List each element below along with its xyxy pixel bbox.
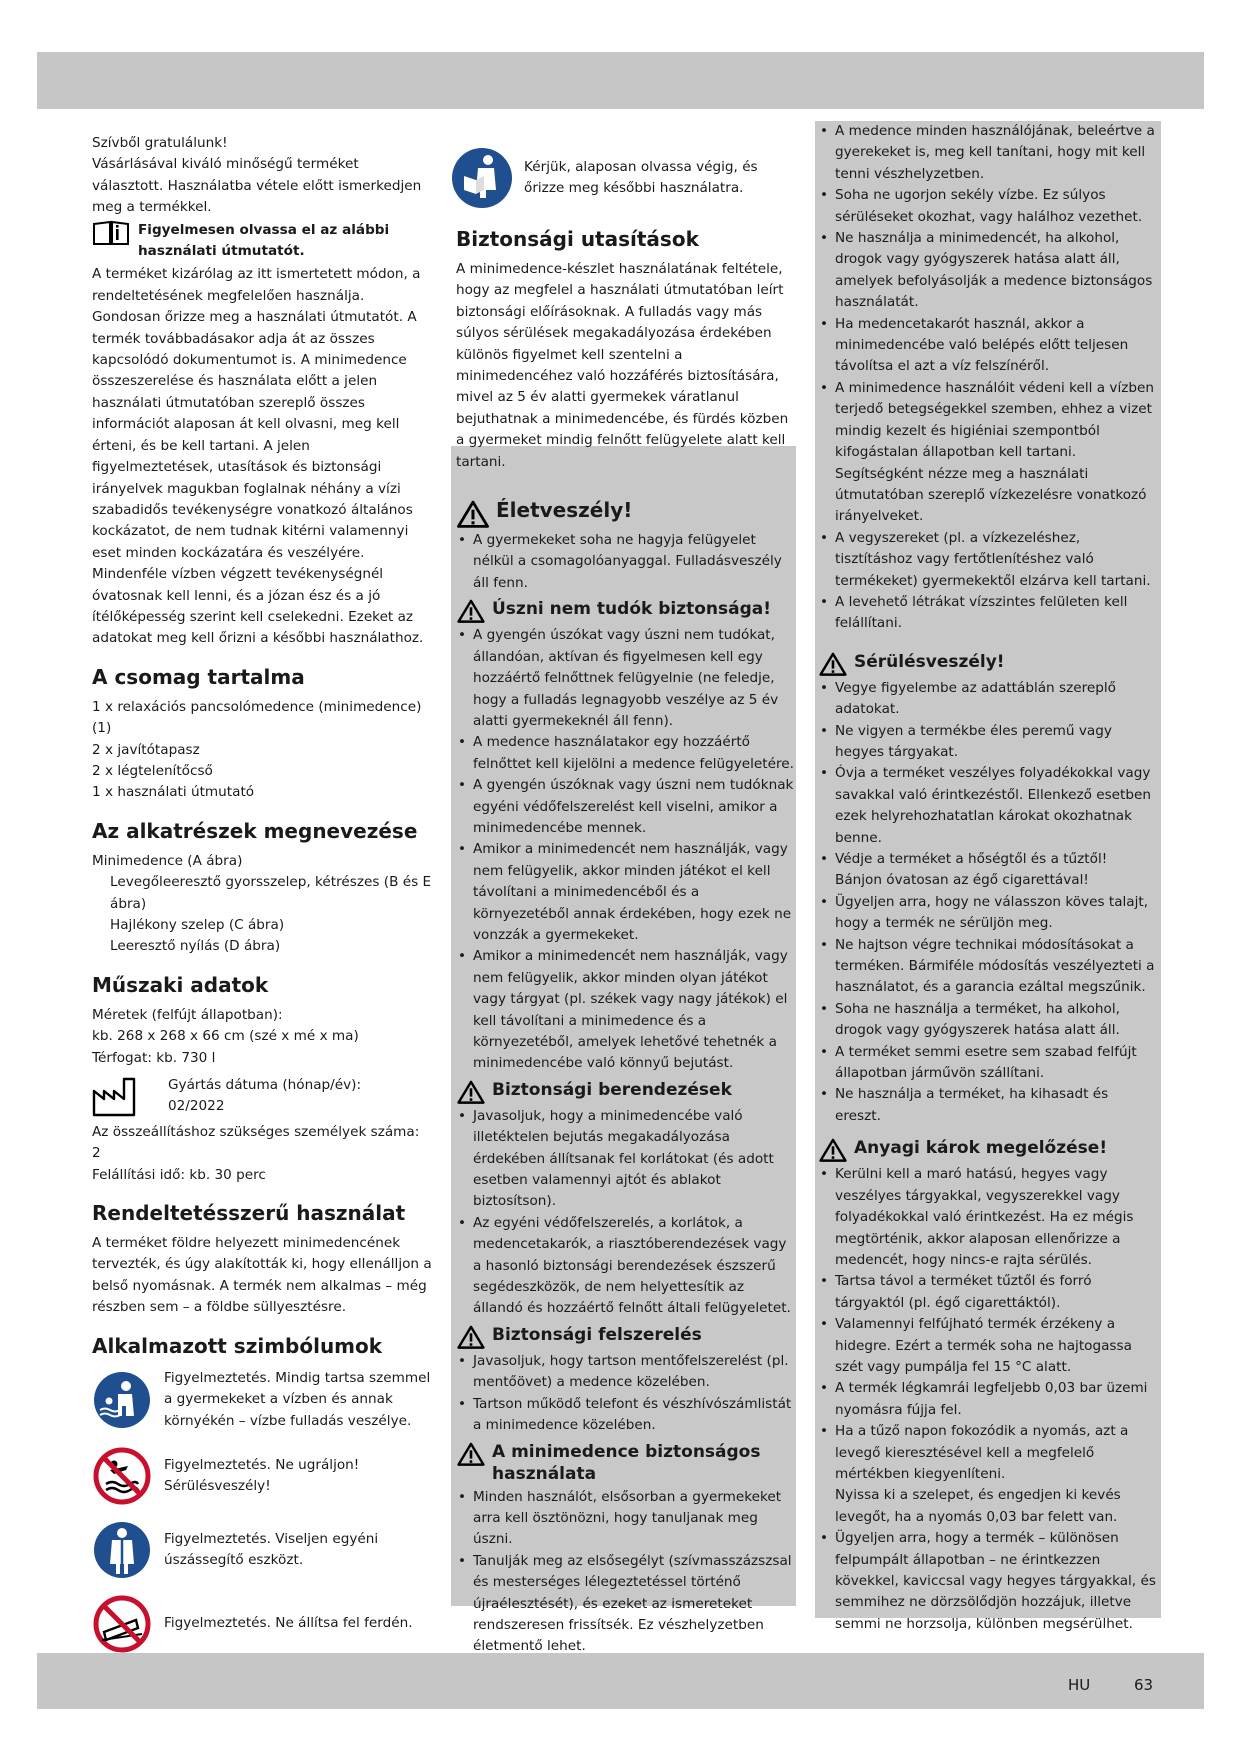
- warning-icon: [456, 599, 486, 623]
- list-item: • Tanulják meg az elsősegélyt (szívmasszázszsal és mesterséges lélegeztetéssel történő újraélesztését), és ezeket az ismereteket rendszeresen frissítsék. Ez vészhelyzetben életmentő lehet.: [456, 1551, 794, 1658]
- list-item: • Soha ne ugorjon sekély vízbe. Ez súlyos sérüléseket okozhat, vagy halálhoz vezethet.: [818, 185, 1158, 228]
- safety-equipment-list: [456, 1351, 794, 1437]
- list-item: • Ha medencetakarót használ, akkor a minimedencébe való belépés előtt teljesen távolítsa el azt a víz felszínéről.: [818, 314, 1158, 378]
- safety-equipment-label: Biztonsági felszerelés: [492, 1324, 702, 1345]
- property-damage-title: [818, 1137, 1158, 1162]
- list-item: • A gyermekeket soha ne hagyja felügyelet nélkül a csomagolóanyaggal. Fulladásveszély áll fenn.: [456, 530, 794, 594]
- production-date-row: [92, 1075, 432, 1118]
- list-item: • A minimedence használóit védeni kell a vízben terjedő betegségekkel szemben, ehhez a vizet mindig kezelt és higiéniai szempontból kifogástalan állapotban kell tartani. Segítségként nézze meg a használati útmutatóban szereplő vízkezelésre vonatkozó irányelveket.: [818, 378, 1158, 528]
- safe-use-title: [456, 1441, 794, 1485]
- read-hint-text: Kérjük, alaposan olvassa végig, és őrizze meg későbbi használatra.: [524, 158, 758, 196]
- list-item: • Az egyéni védőfelszerelés, a korlátok, a medencetakarók, a riasztóberendezések vagy a hasonló biztonsági berendezések észszerű segédeszközök, de nem helyettesítik az állandó és hozzáértő felnőtt általi felügyeletet.: [456, 1213, 794, 1320]
- production-label: Gyártás dátuma (hónap/év):: [168, 1077, 362, 1094]
- tech-line: kb. 268 x 268 x 66 cm (szé x mé x ma): [92, 1028, 359, 1045]
- list-item: • A vegyszereket (pl. a vízkezeléshez, tisztításhoz vagy fertőtlenítéshez való termékeket) gyermekektől elzárva kell tartani.: [818, 528, 1158, 592]
- list-item: • A levehető létrákat vízszintes felületen kell felállítani.: [818, 592, 1158, 635]
- list-item: • Ügyeljen arra, hogy a termék – különösen felpumpált állapotban – ne érintkezzen kövekkel, kaviccsal vagy hegyes tárgyakkal, és semmihez ne dörzsölődjön hozzájuk, illetve semmi ne horzsolja, különben megsérülhet.: [818, 1528, 1158, 1635]
- general-safety-list: [818, 121, 1158, 635]
- warning-icon: [456, 500, 490, 528]
- tech-line: Méretek (felfújt állapotban):: [92, 1006, 283, 1023]
- package-item: 1 x relaxációs pancsolómedence (minimedence) (1): [92, 698, 422, 737]
- list-item: • A gyengén úszóknak vagy úszni nem tudóknak egyéni védőfelszerelést kell viselni, amikor a minimedencébe mennek.: [456, 775, 794, 839]
- parts-sub: Levegőleeresztő gyorsszelep, kétrészes (B és E ábra): [110, 874, 432, 912]
- symbol-text: Figyelmeztetés. Mindig tartsa szemmel a gyermekeket a vízben és annak környékén – vízbe fulladás veszélye.: [164, 1369, 431, 1429]
- parts-main: Minimedence (A ábra): [92, 852, 243, 869]
- footer-page-number: 63: [1134, 1676, 1154, 1694]
- list-item: • Javasoljuk, hogy tartson mentőfelszerelést (pl. mentőövet) a medence közelében.: [456, 1351, 794, 1394]
- property-damage-list: [818, 1164, 1158, 1635]
- list-item: [818, 1421, 1158, 1528]
- factory-icon: [92, 1075, 144, 1117]
- read-note-text: Figyelmesen olvassa el az alábbi használati útmutatót.: [138, 221, 390, 260]
- symbol-text: Figyelmeztetés. Ne ugráljon! Sérülésveszély!: [164, 1456, 360, 1494]
- list-item: • A medence használatakor egy hozzáértő felnőttet kell kijelölni a medence felügyeletére.: [456, 732, 794, 775]
- list-item: • Ne használja a terméket, ha kihasadt és ereszt.: [818, 1084, 1158, 1127]
- list-item: • Kerülni kell a maró hatású, hegyes vagy veszélyes tárgyakkal, vegyszerekkel vagy folyadékokkal való érintkezést. Ha ez mégis megtörténik, akkor alaposan ellenőrizze a medencét, hogy nincs-e rajta sérülés.: [818, 1164, 1158, 1271]
- package-title: A csomag tartalma: [92, 664, 305, 689]
- package-item: 2 x javítótapasz: [92, 741, 200, 758]
- list-item: • Minden használót, elsősorban a gyermekeket arra kell ösztönözni, hogy tanuljanak meg úszni.: [456, 1487, 794, 1551]
- read-hint-row: [450, 146, 794, 210]
- supervise-children-icon: [92, 1370, 152, 1430]
- no-jumping-icon: [92, 1446, 152, 1506]
- intro-text: Vásárlásával kiváló minőségű terméket választott. Használatba vétele előtt ismerkedjen meg a termékkel.: [92, 156, 422, 216]
- list-item: • Vegye figyelembe az adattáblán szereplő adatokat.: [818, 678, 1158, 721]
- safety-devices-title: [456, 1079, 794, 1104]
- tech-title: Műszaki adatok: [92, 972, 269, 997]
- non-swimmers-label: Úszni nem tudók biztonsága!: [492, 599, 772, 620]
- production-date: 02/2022: [168, 1098, 225, 1115]
- life-danger-title: [456, 499, 794, 528]
- sun-pressure-text: Ha a tűző napon fokozódik a nyomás, azt a levegő kieresztésével kell a megfelelő mértékben kiegyenlíteni.: [835, 1423, 1129, 1482]
- column-3: [818, 121, 1158, 1635]
- column-2: [456, 146, 794, 1658]
- warning-icon: [818, 652, 848, 676]
- parts-sub: Hajlékony szelep (C ábra): [110, 917, 285, 933]
- column-1: [92, 133, 432, 1668]
- list-item: • A gyengén úszókat vagy úszni nem tudókat, állandóan, aktívan és figyelmesen kell egy hozzáértő felnőttnek felügyelnie (ne feledje, hogy a fulladás legnagyobb veszélye az 5 év alatti gyermekeknél áll fenn).: [456, 625, 794, 732]
- list-item: • Ügyeljen arra, hogy ne válasszon köves talajt, hogy a termék ne sérüljön meg.: [818, 892, 1158, 935]
- injury-risk-title: [818, 651, 1158, 676]
- symbols-title: Alkalmazott szimbólumok: [92, 1333, 383, 1358]
- tech-line: Az összeállításhoz szükséges személyek száma: 2: [92, 1123, 420, 1162]
- intended-use-text: A terméket földre helyezett minimedencének tervezték, és úgy alakították ki, hogy ellenálljon a belső nyomásnak. A termék nem alkalmas – még részben sem – a földbe süllyesztésre.: [92, 1235, 432, 1316]
- intended-use-title: Rendeltetésszerű használat: [92, 1201, 406, 1226]
- symbol-text: Figyelmeztetés. Viseljen egyéni úszássegítő eszközt.: [164, 1530, 379, 1568]
- symbol-row: [92, 1520, 432, 1580]
- life-vest-icon: [92, 1520, 152, 1580]
- tech-line: Térfogat: kb. 730 l: [92, 1049, 216, 1066]
- read-manual-icon: [92, 220, 130, 246]
- symbol-text: Figyelmeztetés. Ne állítsa fel ferdén.: [164, 1615, 413, 1632]
- no-slope-icon: [92, 1594, 152, 1654]
- safe-use-list: [456, 1487, 794, 1658]
- non-swimmers-title: [456, 598, 794, 623]
- life-danger-list: [456, 530, 794, 594]
- life-danger-label: Életveszély!: [496, 498, 633, 523]
- safety-text: A minimedence-készlet használatának feltétele, hogy az megfelel a használati útmutatóban leírt biztonsági előírásoknak. A fulladás vagy más súlyos sérülések megakadályozása érdekében különös figyelmet kell szentelni a minimedencéhez való hozzáférés biztosítására, mivel az 5 év alatti gyermekek váratlanul bejuthatnak a minimedencébe, és fürdés közben a gyermeket mindig felnőtt felügyelete alatt kell tartani.: [456, 261, 789, 470]
- symbol-row: [92, 1446, 432, 1506]
- read-instructions-icon: [450, 146, 514, 210]
- safety-devices-list: [456, 1106, 794, 1320]
- injury-risk-list: [818, 678, 1158, 1128]
- warning-icon: [818, 1138, 848, 1162]
- list-item: • Amikor a minimedencét nem használják, vagy nem felügyelik, akkor minden olyan játékot vagy tárgyat (pl. székek vagy nagy játékok) el kell távolítani a minimedence és a környezetéből, amelyek lehetővé tehetnék a minimedencébe való könnyű bejutást.: [456, 946, 794, 1074]
- list-item: • Amikor a minimedencét nem használják, vagy nem felügyelik, akkor minden játékot el kell távolítani a minimedencéből és a környezetéből annak érdekében, hogy ezek ne vonzzák a gyermekeket.: [456, 839, 794, 946]
- list-item: • A medence minden használójának, beleértve a gyerekeket is, meg kell tanítani, hogy mit kell tenni vészhelyzetben.: [818, 121, 1158, 185]
- safety-title: Biztonsági utasítások: [456, 227, 699, 251]
- safe-use-label: A minimedence biztonságos használata: [492, 1441, 761, 1484]
- list-item: • Tartsa távol a terméket tűztől és forró tárgyaktól (pl. égő cigarettáktól).: [818, 1271, 1158, 1314]
- warning-icon: [456, 1080, 486, 1104]
- read-note: [92, 220, 432, 263]
- list-item: • Ne hajtson végre technikai módosításokat a terméken. Bármiféle módosítás veszélyezteti a használatot, és a garancia ezáltal megszűnik.: [818, 935, 1158, 999]
- warning-icon: [456, 1442, 486, 1466]
- list-item: • Soha ne használja a terméket, ha alkohol, drogok vagy gyógyszerek hatása alatt áll.: [818, 999, 1158, 1042]
- package-item: 2 x légtelenítőcső: [92, 762, 213, 779]
- intro-text-2: A terméket kizárólag az itt ismertetett módon, a rendeltetésének megfelelően használja. Gondosan őrizze meg a használati útmutatót. A termék továbbadásakor adja át az összes kapcsolódó dokumentumot is. A minimedence összeszerelése és használata előtt a jelen használati útmutatóban szereplő összes információt alaposan át kell olvasni, meg kell érteni, és be kell tartani. A jelen figyelmeztetések, utasítások és biztonsági irányelvek magukban foglalnak néhány a vízi szabadidős tevékenységre vonatkozó általános kockázatot, de nem tudnak kitérni valamennyi eset minden kockázatára és veszélyére. Mindenféle vízben végzett tevékenységnél óvatosnak kell lenni, és a józan ész és a jó ítélőképesség szerint kell cselekedni. Ezeket az adatokat meg kell őrizni a későbbi használathoz.: [92, 266, 424, 647]
- list-item: • Tartson működő telefont és vészhívószámlistát a minimedence közelében.: [456, 1394, 794, 1437]
- parts-title: Az alkatrészek megnevezése: [92, 818, 418, 843]
- list-item: • Ne vigyen a termékbe éles peremű vagy hegyes tárgyakat.: [818, 721, 1158, 764]
- list-item: • Valamennyi felfújható termék érzékeny a hidegre. Ezért a termék soha ne hajtogassa szét vagy pumpálja fel 15 °C alatt.: [818, 1314, 1158, 1378]
- parts-sub: Leeresztő nyílás (D ábra): [110, 938, 281, 955]
- greeting: Szívből gratulálunk!: [92, 135, 228, 151]
- list-item: • A termék légkamrái legfeljebb 0,03 bar üzemi nyomásra fújja fel.: [818, 1378, 1158, 1421]
- tech-line: Felállítási idő: kb. 30 perc: [92, 1166, 266, 1183]
- symbol-row: [92, 1368, 432, 1432]
- list-item: • Védje a terméket a hőségtől és a tűztől! Bánjon óvatosan az égő cigarettával!: [818, 849, 1158, 892]
- list-item: • Javasoljuk, hogy a minimedencébe való illetéktelen bejutás megakadályozása érdekében állítsanak fel korlátokat (és adott esetben valamennyi ajtót és ablakot biztosítson).: [456, 1106, 794, 1213]
- list-item: • A terméket semmi esetre sem szabad felfújt állapotban járművön szállítani.: [818, 1042, 1158, 1085]
- list-item: • Ne használja a minimedencét, ha alkohol, drogok vagy gyógyszerek hatása alatt áll, amelyek befolyásolják a medence biztonságos használatát.: [818, 228, 1158, 314]
- safety-equipment-title: [456, 1324, 794, 1349]
- footer-language: HU: [1068, 1676, 1091, 1694]
- safety-devices-label: Biztonsági berendezések: [492, 1079, 732, 1100]
- property-damage-label: Anyagi károk megelőzése!: [854, 1138, 1108, 1159]
- package-item: 1 x használati útmutató: [92, 784, 255, 801]
- header-band: [37, 52, 1204, 109]
- sun-pressure-continuation: Nyissa ki a szelepet, és engedjen ki kevés levegőt, ha a nyomás 0,03 bar felett van.: [835, 1487, 1121, 1525]
- non-swimmers-list: [456, 625, 794, 1075]
- list-item: • Óvja a terméket veszélyes folyadékokkal vagy savakkal való érintkezéstől. Ellenkező esetben ezek helyrehozhatatlan károkat okozhatnak benne.: [818, 763, 1158, 849]
- injury-risk-label: Sérülésveszély!: [854, 651, 1005, 672]
- symbol-row: [92, 1594, 432, 1654]
- warning-icon: [456, 1325, 486, 1349]
